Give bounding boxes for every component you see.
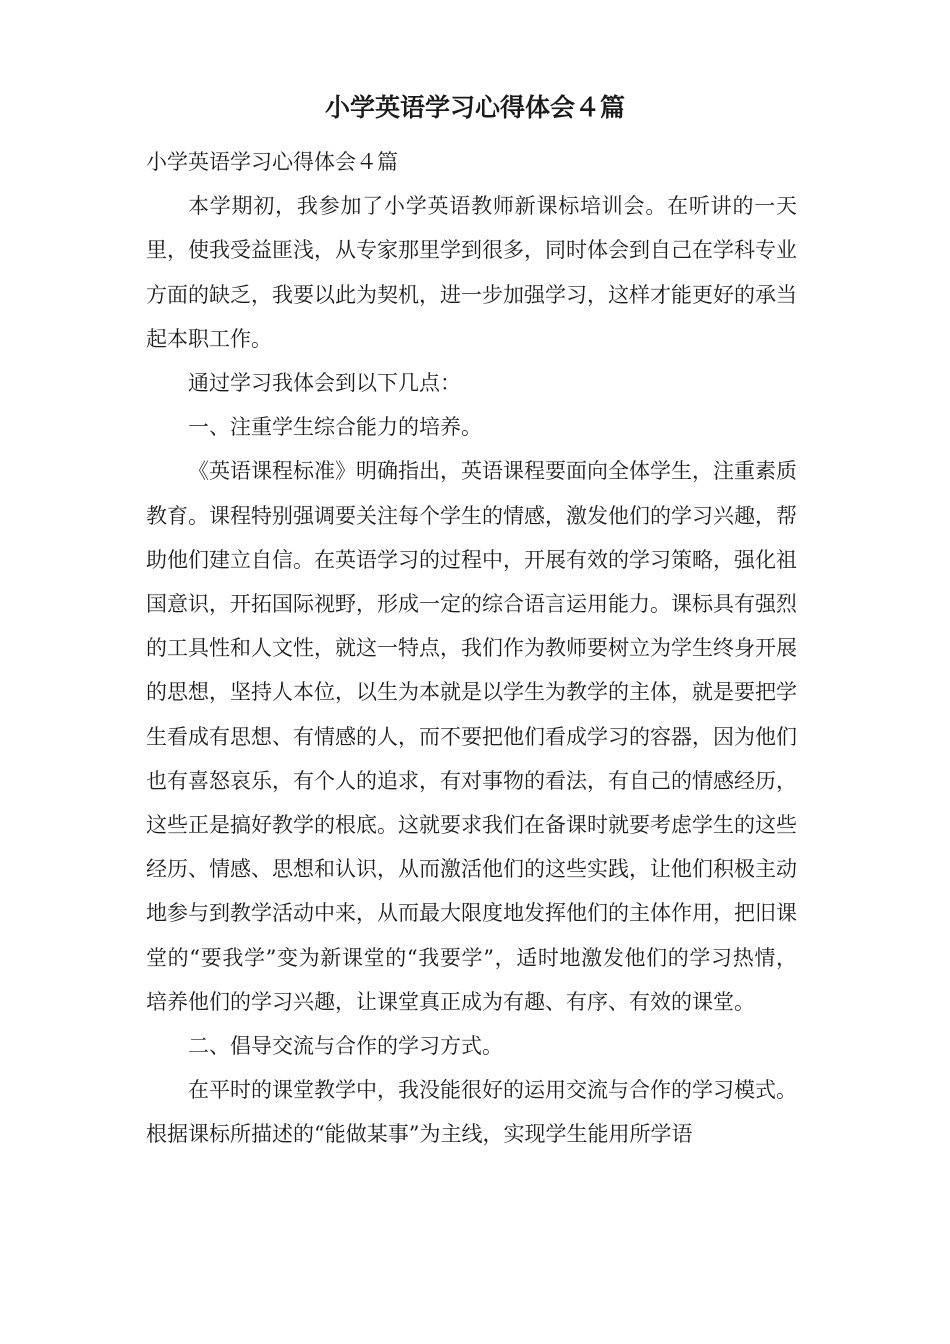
subtitle-paragraph: 小学英语学习心得体会４篇 bbox=[146, 150, 398, 174]
document-title: 小学英语学习心得体会４篇 bbox=[324, 93, 625, 122]
document-body bbox=[146, 140, 797, 1157]
body-paragraph-1: 《英语课程标准》明确指出，英语课程要面向全体学生，注重素质教育。课程特别强调要关注每个学生的情感，激发他们的学习兴趣，帮助他们建立自信。在英语学习的过程中，开展有效的学习策略，强化祖国意识，开拓国际视野，形成一定的综合语言运用能力。课标具有强烈的工具性和人文性，就这一特点，我们作为教师要树立为学生终身开展的思想，坚持人本位，以生为本就是以学生为教学的主体，就是要把学生看成有思想、有情感的人，而不要把他们看成学习的容器，因为他们也有喜怒哀乐，有个人的追求，有对事物的看法，有自己的情感经历，这些正是搞好教学的根底。这就要求我们在备课时就要考虑学生的这些经历、情感、思想和认识，从而激活他们的这些实践，让他们积极主动地参与到教学活动中来，从而最大限度地发挥他们的主体作用，把旧课堂的“要我学”变为新课堂的“我要学”，适时地激发他们的学习热情，培养他们的学习兴趣，让课堂真正成为有趣、有序、有效的课堂。 bbox=[146, 459, 797, 1014]
section-heading-2: 二、倡导交流与合作的学习方式。 bbox=[188, 1034, 503, 1059]
section-heading-1: 一、注重学生综合能力的培养。 bbox=[188, 415, 482, 440]
intro-paragraph: 本学期初，我参加了小学英语教师新课标培训会。在听讲的一天里，使我受益匪浅，从专家那里学到很多，同时体会到自己在学科专业方面的缺乏，我要以此为契机，进一步加强学习，这样才能更好的承当起本职工作。 bbox=[146, 194, 797, 351]
lead-in-paragraph: 通过学习我体会到以下几点： bbox=[188, 371, 461, 396]
body-paragraph-2: 在平时的课堂教学中，我没能很好的运用交流与合作的学习模式。根据课标所描述的“能做某事”为主线，实现学生能用所学语 bbox=[146, 1078, 797, 1147]
